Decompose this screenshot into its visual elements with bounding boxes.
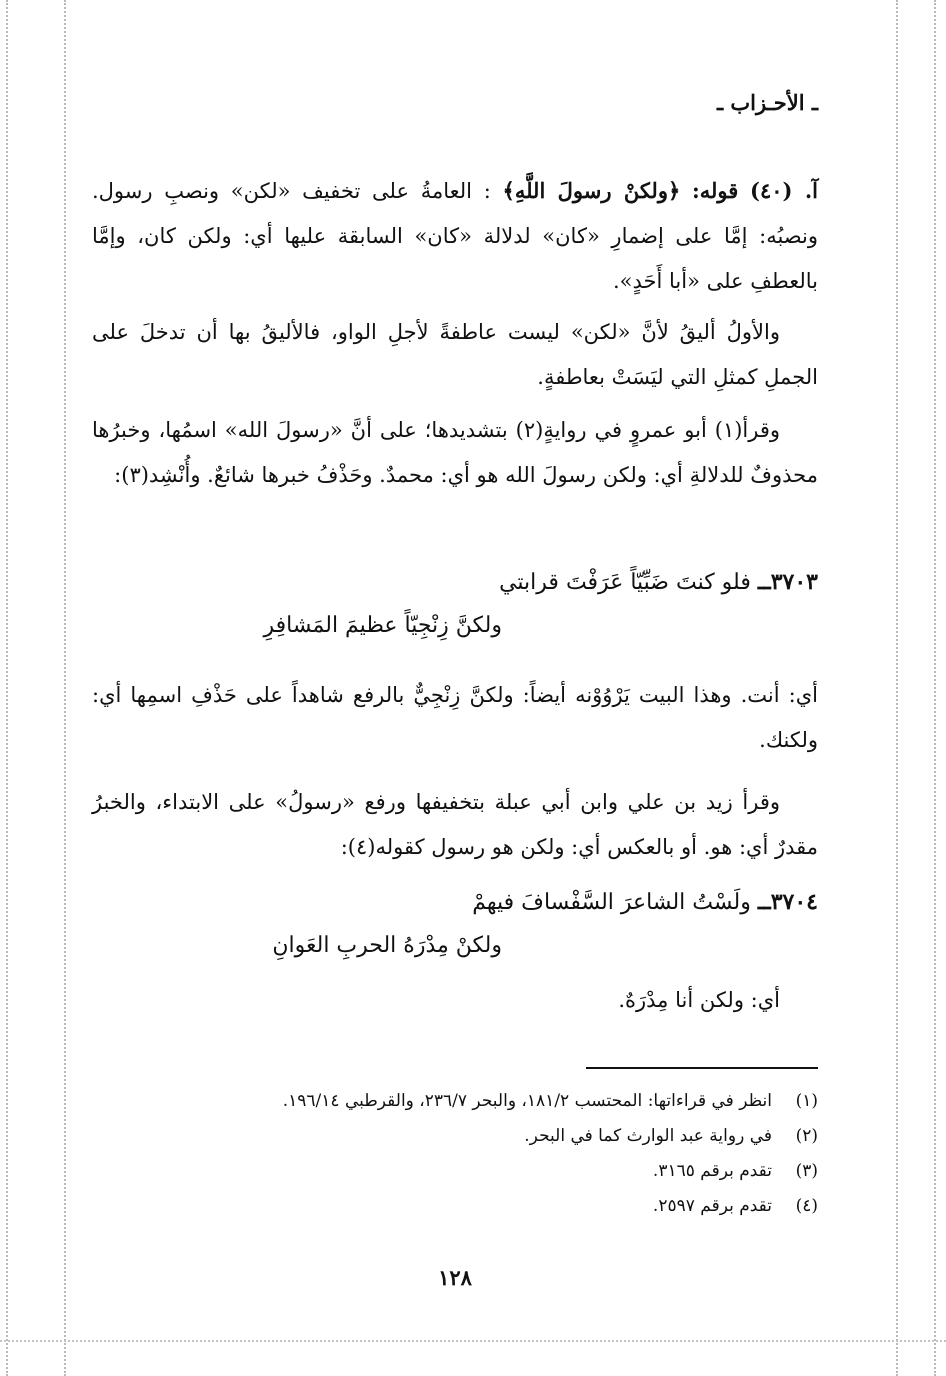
footnote-mark: (٤) xyxy=(795,1196,818,1216)
footnote-1 xyxy=(92,1084,818,1119)
footnote-3 xyxy=(92,1154,818,1189)
book-page xyxy=(92,90,818,1300)
footnote-4 xyxy=(92,1189,818,1224)
commentary-paragraph-4 xyxy=(92,780,818,870)
page-number: ١٢٨ xyxy=(438,1265,472,1290)
commentary-paragraph-3 xyxy=(92,673,818,763)
entry-marker: آ. (٤٠) xyxy=(750,178,818,203)
footnote-text: في رواية عبد الوارث كما في البحر. xyxy=(524,1126,772,1146)
poetry-verse-3704 xyxy=(92,880,818,958)
footnote-2 xyxy=(92,1119,818,1154)
scan-edge-left xyxy=(6,0,8,1376)
verse-hemistich-2: ولكنْ مِدْرَهُ الحربِ العَوانِ xyxy=(272,933,502,958)
entry-text: : العامةُ على تخفيف «لكن» ونصبِ رسول. ونصبُه: إمَّا على إضمارِ «كان» لدلالة «كان» السابقة عليها أي: ولكن كان، وإمَّا بالعطفِ على «أبا أَحَدٍ». xyxy=(92,179,818,293)
footnote-mark: (٢) xyxy=(795,1126,818,1146)
entry-paragraph xyxy=(92,168,818,304)
verse-hemistich-1: فلو كنتَ ضَبِّيّاً عَرَفْتَ قرابتي xyxy=(499,570,751,595)
commentary-paragraph-1 xyxy=(92,310,818,400)
verse-hemistich-2: ولكنَّ زِنْجِيّاً عظيمَ المَشافِرِ xyxy=(263,613,502,638)
footnote-mark: (٣) xyxy=(795,1161,818,1181)
footnotes xyxy=(92,1084,818,1224)
quranic-verse: ﴿ولكنْ رسولَ اللَّهِ﴾ xyxy=(502,178,681,203)
verse-number: ٣٧٠٣ــ xyxy=(757,569,818,595)
paragraph-text: وقرأ زيد بن علي وابن أبي عبلة بتخفيفها ورفع «رسولُ» على الابتداء، والخبرُ مقدرٌ أي: هو. أو بالعكس أي: ولكن هو رسول كقوله(٤): xyxy=(92,790,818,859)
verse-hemistich-1: ولَسْتُ الشاعرَ السَّفْسافَ فيهمْ xyxy=(472,890,751,915)
closing-line xyxy=(92,978,818,1023)
footnote-text: تقدم برقم ٣١٦٥. xyxy=(652,1161,772,1181)
commentary-paragraph-2 xyxy=(92,408,818,498)
scan-guide-bottom xyxy=(0,1340,946,1342)
paragraph-text: أي: أنت. وهذا البيت يَرْوُوْنه أيضاً: ولكنَّ زِنْجِيٌّ بالرفع شاهداً على حَذْفِ اسمِها أي: ولكنك. xyxy=(92,683,818,752)
footnote-text: تقدم برقم ٢٥٩٧. xyxy=(652,1196,772,1216)
entry-qawluh: قوله: xyxy=(692,178,739,203)
scan-guide-left xyxy=(64,0,66,1376)
footnote-rule xyxy=(586,1067,818,1069)
paragraph-text: والأولُ أليقُ لأنَّ «لكن» ليست عاطفةً لأجلِ الواو، فالأليقُ بها أن تدخلَ على الجملِ كمثلِ التي ليَسَتْ بعاطفةٍ. xyxy=(92,320,818,389)
paragraph-text: وقرأ(١) أبو عمروٍ في روايةٍ(٢) بتشديدها؛ على أنَّ «رسولَ الله» اسمُها، وخبرُها محذوفٌ للدلالةِ أي: ولكن رسولَ الله هو أي: محمدٌ. وحَذْفُ خبرها شائعٌ. وأُنْشِد(٣): xyxy=(92,418,818,487)
verse-number: ٣٧٠٤ــ xyxy=(757,889,818,915)
footnote-mark: (١) xyxy=(795,1091,818,1111)
scan-guide-right xyxy=(896,0,898,1376)
poetry-verse-3703 xyxy=(92,560,818,638)
paragraph-text: أي: ولكن أنا مِدْرَهٌ. xyxy=(618,988,780,1012)
footnote-text: انظر في قراءاتها: المحتسب ١٨١/٢، والبحر ٢٣٦/٧، والقرطبي ١٩٦/١٤. xyxy=(282,1091,772,1111)
running-head: ـ الأحـزاب ـ xyxy=(716,90,818,115)
scan-edge-right xyxy=(934,0,936,1376)
